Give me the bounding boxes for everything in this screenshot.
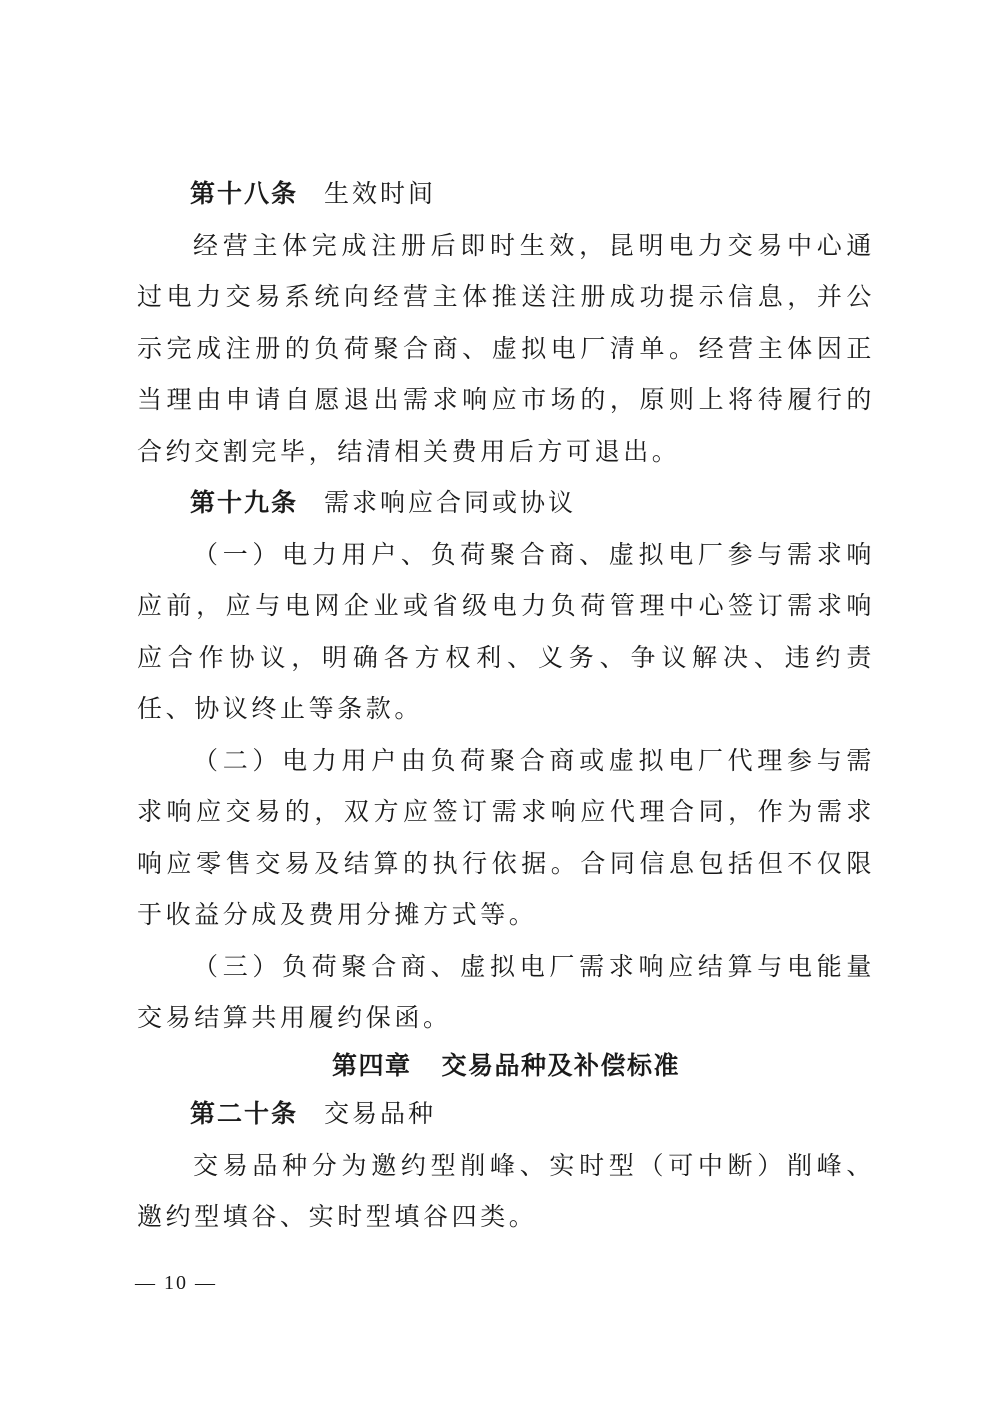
chapter-title: 交易品种及补偿标准: [441, 1051, 681, 1080]
section-lower: [137, 1088, 875, 1243]
article-number: 第十八条: [190, 179, 299, 208]
chapter-number: 第四章: [331, 1051, 412, 1080]
article-20-paragraph: 交易品种分为邀约型削峰、实时型（可中断）削峰、邀约型填谷、实时型填谷四类。: [137, 1150, 875, 1231]
article-title: 交易品种: [324, 1099, 437, 1128]
article-number: 第十九条: [190, 488, 299, 517]
section-upper: [137, 168, 875, 1044]
article-19-item-3: （三）负荷聚合商、虚拟电厂需求响应结算与电能量交易结算共用履约保函。: [137, 951, 875, 1032]
article-19-item-2: （二）电力用户由负荷聚合商或虚拟电厂代理参与需求响应交易的，双方应签订需求响应代理合同，作为需求响应零售交易及结算的执行依据。合同信息包括但不仅限于收益分成及费用分摊方式等。: [137, 745, 875, 929]
article-18-heading: [137, 168, 875, 220]
article-19-item-1: （一）电力用户、负荷聚合商、虚拟电厂参与需求响应前，应与电网企业或省级电力负荷管理中心签订需求响应合作协议，明确各方权利、义务、争议解决、违约责任、协议终止等条款。: [137, 539, 875, 723]
article-number: 第二十条: [190, 1099, 299, 1128]
article-19-heading: [137, 477, 875, 529]
page-number: — 10 —: [135, 1272, 217, 1294]
chapter-heading: [137, 1040, 875, 1091]
article-title: 需求响应合同或协议: [324, 488, 577, 517]
article-20-heading: [137, 1088, 875, 1140]
article-18-paragraph: 经营主体完成注册后即时生效，昆明电力交易中心通过电力交易系统向经营主体推送注册成功提示信息，并公示完成注册的负荷聚合商、虚拟电厂清单。经营主体因正当理由申请自愿退出需求响应市场的，原则上将待履行的合约交割完毕，结清相关费用后方可退出。: [137, 230, 875, 466]
article-title: 生效时间: [324, 179, 437, 208]
